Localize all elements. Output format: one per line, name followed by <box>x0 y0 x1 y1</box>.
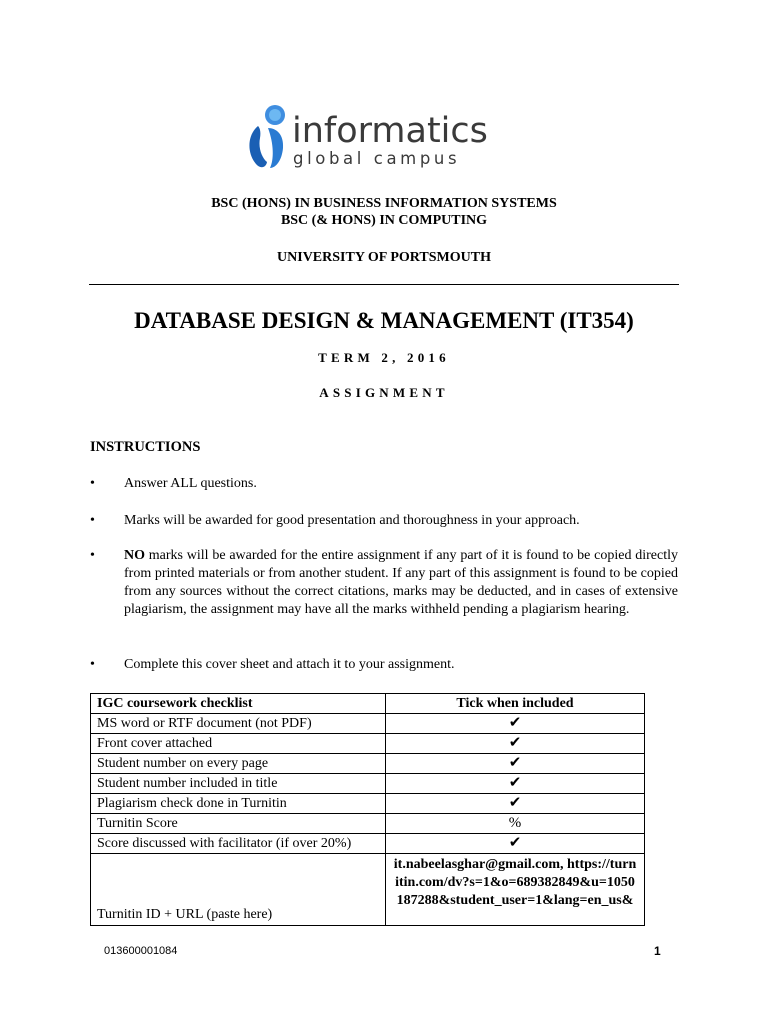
bullet-icon: • <box>90 513 95 528</box>
table-header-row <box>91 694 645 714</box>
table-row <box>91 854 645 926</box>
bullet-icon: • <box>90 548 95 563</box>
checklist-item: Turnitin ID + URL (paste here) <box>91 854 386 926</box>
tick-cell[interactable]: ✔ <box>386 714 645 734</box>
checklist-item: Student number included in title <box>91 774 386 794</box>
programme-line-2: BSC (& HONS) IN COMPUTING <box>280 213 488 228</box>
bullet-icon: • <box>90 657 95 672</box>
informatics-logo <box>246 104 536 172</box>
table-header-cell: Tick when included <box>386 694 645 714</box>
table-row <box>91 734 645 754</box>
table-row <box>91 794 645 814</box>
university-name: UNIVERSITY OF PORTSMOUTH <box>277 250 491 265</box>
instruction-bold-prefix: NO <box>124 548 145 563</box>
checklist-item: Score discussed with facilitator (if over 20%) <box>91 834 386 854</box>
checklist-item: Front cover attached <box>91 734 386 754</box>
instruction-item: Answer ALL questions. <box>124 476 257 491</box>
programme-line-1: BSC (HONS) IN BUSINESS INFORMATION SYSTEMS <box>211 196 557 211</box>
logo-subtitle: global campus <box>293 149 461 168</box>
table-header-cell: IGC coursework checklist <box>91 694 386 714</box>
instruction-item: Complete this cover sheet and attach it to your assignment. <box>124 657 455 672</box>
term-label: TERM 2, 2016 <box>318 350 450 365</box>
instruction-item-text: marks will be awarded for the entire assignment if any part of it is found to be copied directly from printed materials or from another student. If any part of this assignment is found to be copied from any sources without the correct citations, marks may be deducted, and in cases of extensive plagiarism, the assignment may have all the marks withheld pending a plagiarism hearing. <box>124 548 678 617</box>
table-row <box>91 834 645 854</box>
coursework-checklist-table <box>90 693 645 926</box>
tick-cell[interactable]: ✔ <box>386 794 645 814</box>
table-row <box>91 714 645 734</box>
table-row <box>91 774 645 794</box>
table-row <box>91 814 645 834</box>
course-title: DATABASE DESIGN & MANAGEMENT (IT354) <box>134 308 634 333</box>
tick-cell[interactable]: ✔ <box>386 734 645 754</box>
turnitin-id-url-cell[interactable]: it.nabeelasghar@gmail.com, https://turnitin.com/dv?s=1&o=689382849&u=1050187288&student_user=1&lang=en_us& <box>386 854 645 926</box>
page-number: 1 <box>654 944 661 958</box>
tick-cell[interactable]: ✔ <box>386 774 645 794</box>
checklist-item: MS word or RTF document (not PDF) <box>91 714 386 734</box>
instructions-heading: INSTRUCTIONS <box>90 439 201 455</box>
header-divider <box>89 284 679 285</box>
tick-cell[interactable]: ✔ <box>386 834 645 854</box>
checklist-item: Plagiarism check done in Turnitin <box>91 794 386 814</box>
instruction-item: Marks will be awarded for good presentation and thoroughness in your approach. <box>124 513 580 528</box>
footer-student-id: 013600001084 <box>104 945 178 957</box>
checklist-item: Turnitin Score <box>91 814 386 834</box>
checklist-item: Student number on every page <box>91 754 386 774</box>
document-type-label: ASSIGNMENT <box>319 385 449 400</box>
turnitin-score-cell[interactable]: % <box>386 814 645 834</box>
informatics-i-logo-icon <box>246 104 296 172</box>
bullet-icon: • <box>90 476 95 491</box>
logo-wordmark: informatics <box>292 111 488 151</box>
instruction-item <box>124 547 678 619</box>
table-row <box>91 754 645 774</box>
tick-cell[interactable]: ✔ <box>386 754 645 774</box>
